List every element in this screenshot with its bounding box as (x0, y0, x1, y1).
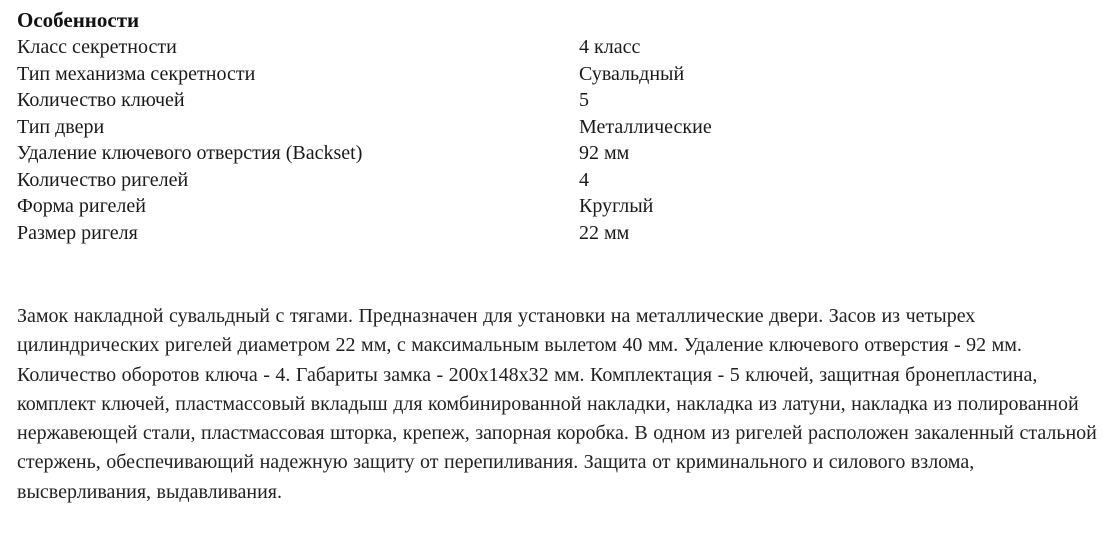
product-description: Замок накладной сувальдный с тягами. Предназначен для установки на металлические двери. Засов из четырех цилиндрических ригелей диаметром 22 мм, с максимальным вылетом 40 мм. Удаление ключевого отверстия - 92 мм. Количество оборотов ключа - 4. Габариты замка - 200х148х32 мм. Комплектация - 5 ключей, защитная бронепластина, комплект ключей, пластмассовый вкладыш для комбинированной накладки, накладка из латуни, накладка из полированной нержавеющей стали, пластмассовая шторка, крепеж, запорная коробка. В одном из ригелей расположен закаленный стальной стержень, обеспечивающий надежную защиту от перепиливания. Защита от криминального и силового взлома, высверливания, выдавливания. (17, 305, 1097, 503)
spec-value: Сувальдный (579, 62, 685, 85)
spec-row-key-count (17, 87, 777, 114)
spec-value: Металлические (579, 115, 712, 138)
spec-value: Круглый (579, 195, 654, 217)
spec-label: Удаление ключевого отверстия (Backset) (17, 142, 363, 164)
features-heading: Особенности (17, 8, 140, 32)
spec-row-backset (17, 140, 777, 167)
spec-value: 4 класс (579, 36, 641, 58)
features-table (17, 34, 777, 246)
spec-label: Форма ригелей (17, 195, 146, 217)
spec-row-bolt-size (17, 220, 777, 247)
spec-label: Тип механизма секретности (17, 62, 256, 85)
spec-value: 92 мм (579, 142, 630, 164)
spec-row-bolt-shape (17, 193, 777, 220)
spec-row-security-class (17, 34, 777, 61)
spec-value: 4 (579, 168, 589, 191)
spec-row-door-type (17, 114, 777, 141)
spec-label: Количество ригелей (17, 168, 189, 191)
spec-label: Размер ригеля (17, 221, 138, 244)
spec-row-bolt-count (17, 167, 777, 194)
spec-label: Класс секретности (17, 36, 177, 58)
spec-row-mechanism-type (17, 61, 777, 88)
spec-label: Количество ключей (17, 89, 185, 111)
spec-label: Тип двери (17, 115, 105, 138)
spec-value: 22 мм (579, 221, 630, 244)
spec-value: 5 (579, 89, 589, 111)
